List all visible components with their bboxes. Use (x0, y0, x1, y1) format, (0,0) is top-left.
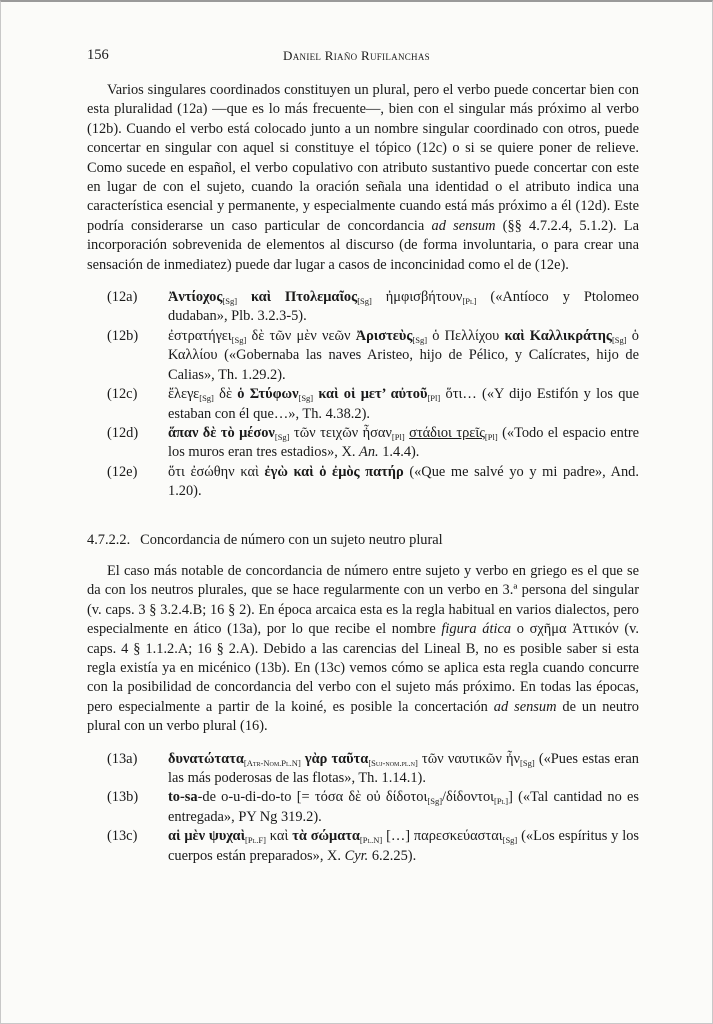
section-heading (87, 531, 639, 550)
running-head: Daniel Riaño Rufilanchas (283, 48, 430, 63)
section-number: 4.7.2.2. (87, 531, 131, 548)
example-13c: (13c) αἱ μὲν ψυχαὶ$_{[Pl.F]}$ καὶ τὰ σώματα$_{[Pl.N]}$ […] παρεσκεύασται$_{[Sg]}$ («Los espíritus y los cuerpos están preparados», X. Cyr. 6.2.25). (107, 828, 640, 864)
example-12b: (12b) ἐστρατήγει$_{[Sg]}$ δὲ τῶν μὲν νεῶν Ἀριστεὺς$_{[Sg]}$ ὁ Πελλίχου καὶ Καλλικράτης$_{[Sg]}$ ὁ Καλλίου («Gobernaba las naves Aristeo, hijo de Pélico, y Calícrates, hijo de Calias», Th. 1.29.2). (107, 327, 639, 383)
example-13b: (13b) to-sa-de o-u-di-do-to [= τόσα δὲ οὐ δίδοτοι$_{[Sg]}$/δίδοντοι$_{[Pl]}$] («Tal cantidad no es entregada», PY Ng 319.2). (107, 789, 640, 825)
example-12d: (12d) ἅπαν δὲ τὸ μέσον$_{[Sg]}$ τῶν τειχῶν ἦσαν$_{[Pl]}$ στάδιοι τρεῖς$_{[Pl]}$ («Todo el espacio entre los muros eran tres estadios», X. An. 1.4.4). (107, 424, 639, 461)
example-13a: (13a) δυνατώτατα$_{[Atr-Nom.Pl.N]}$ γὰρ ταῦτα$_{[Suj-nom.pl.n]}$ τῶν ναυτικῶν ἦν$_{[Sg]}$ («Pues estas eran las más poderosas de las flotas», Th. 1.14.1). (107, 750, 639, 786)
page-header (87, 47, 626, 69)
section-title: Concordancia de número con un sujeto neutro plural (140, 531, 443, 548)
example-label: (12d) (107, 424, 139, 441)
example-12e: (12e) ὅτι ἐσώθην καὶ ἐγὼ καὶ ὁ ἐμὸς πατήρ («Que me salvé yo y mi padre», And. 1.20). (107, 463, 639, 500)
example-label: (12b) (107, 327, 139, 344)
page-number: 156 (87, 47, 109, 63)
section-paragraph: El caso más notable de concordancia de número entre sujeto y verbo en griego es el que se da con los neutros plurales, que se hace regularmente con un verbo en 3.ª persona del singular (v. caps. 3 § 3.2.4.B; 16 § 2). En época arcaica esta es la regla habitual en varios dialectos, pero especialmente en ático (13a), por lo que recibe el nombre figura ática o σχῆμα Ἀττικόν (v. caps. 4 § 1.1.2.A; 16 § 2.A). Debido a las carencias del Lineal B, no es posible saber si esta regla existía ya en micénico (13b). En (13c) vemos cómo se aplica esta regla cuando concurre con la posibilidad de concordancia del verbo con el sujeto más próximo. En todas las épocas, pero especialmente a partir de la koiné, es posible la concertación ad sensum de un neutro plural con un verbo plural (16). (87, 562, 639, 735)
example-label: (12c) (107, 386, 138, 403)
example-label: (12e) (107, 463, 138, 480)
example-label: (13b) (107, 789, 139, 806)
example-12a: (12a) Ἀντίοχος$_{[Sg]}$ καὶ Πτολεμαῖος$_{[Sg]}$ ἠμφισβήτουν$_{[Pl]}$ («Antíoco y Ptolomeo dudaban», Plb. 3.2.3-5). (107, 289, 639, 325)
example-label: (13c) (107, 828, 138, 845)
example-label: (12a) (107, 289, 138, 306)
example-label: (13a) (107, 750, 138, 767)
example-12c: (12c) ἔλεγε$_{[Sg]}$ δὲ ὁ Στύφων$_{[Sg]}$ καὶ οἱ μετ’ αὐτοῦ$_{[Pl]}$ ὅτι… («Y dijo Estifón y los que estaban con él que…», Th. 4.38.2). (107, 386, 640, 422)
page-body (87, 81, 639, 866)
intro-paragraph: Varios singulares coordinados constituyen un plural, pero el verbo puede concertar bien con esta pluralidad (12a) —que es lo más frecuente—, bien con el singular más próximo al verbo (12b). Cuando el verbo está colocado junto a un nombre singular coordinado con otros, puede concertar en singular con aquel si constituye el tópico (12c) o si se quiere poner de relieve. Como sucede en español, el verbo copulativo con atributo sustantivo puede concertar con este en lugar de con el sujeto, cuando la oración señala una identidad o el atributo indica una característica esencial y permanente, y especialmente cuando está más próximo a él (12d). Este podría considerarse un caso particular de concordancia ad sensum (§§ 4.7.2.4, 5.1.2). La incorporación sobrevenida de elementos al discurso (de forma involuntaria, o para crear una sensación de inmediatez) puede dar lugar a casos de inconcinidad como el de (12e). (87, 82, 639, 273)
